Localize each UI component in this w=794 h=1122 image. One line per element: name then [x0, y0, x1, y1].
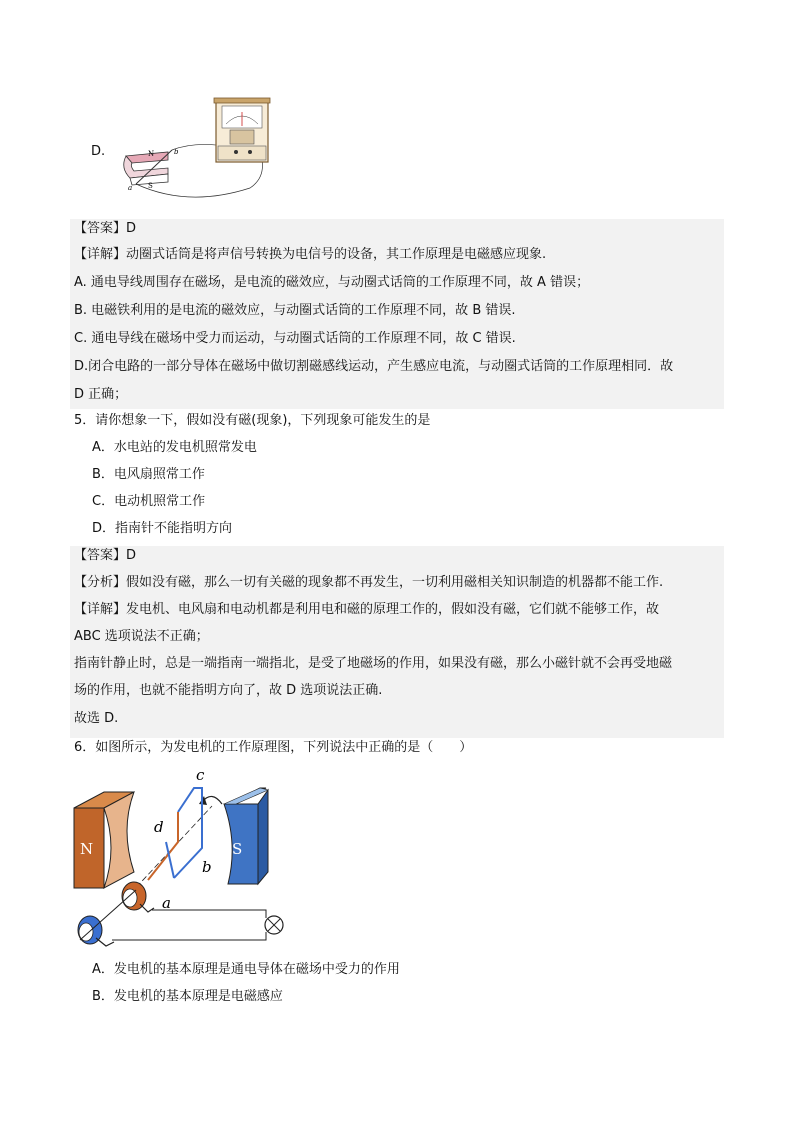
shaft: [80, 890, 136, 940]
magnet-n-pole: [126, 152, 168, 163]
s-magnet-side: [258, 790, 268, 884]
q4-detail-line: C. 通电导线在磁场中受力而运动，与动圈式话筒的工作原理不同，故 C 错误.: [74, 331, 516, 346]
label-a: a: [128, 184, 133, 192]
galvanometer-coil: [230, 130, 254, 144]
q4-detail-line: B. 电磁铁利用的是电流的磁效应，与动圈式话筒的工作原理不同，故 B 错误.: [74, 303, 516, 318]
terminal-right: [248, 150, 252, 154]
q4-answer: 【答案】D: [74, 221, 137, 236]
q5-detail-line: 场的作用，也就不能指明方向了，故 D 选项说法正确.: [74, 683, 383, 698]
label-n: N: [148, 150, 155, 158]
label-n: N: [80, 840, 94, 858]
q6-stem: 6．如图所示，为发电机的工作原理图，下列说法中正确的是（ ）: [74, 740, 473, 755]
label-b: b: [174, 148, 179, 156]
q5-option-d: D．指南针不能指明方向: [92, 521, 233, 536]
q5-option-b: B．电风扇照常工作: [92, 467, 205, 482]
n-magnet-pole-face: [104, 792, 134, 888]
q5-stem: 5．请你想象一下，假如没有磁(现象)，下列现象可能发生的是: [74, 413, 431, 428]
q5-detail-line: 【详解】发电机、电风扇和电动机都是利用电和磁的原理工作的，假如没有磁，它们就不能够工作，故: [74, 602, 660, 617]
galvanometer-top: [214, 98, 270, 103]
label-c: c: [196, 766, 205, 784]
label-s: S: [232, 840, 243, 858]
slip-ring-blue-inner: [79, 923, 93, 941]
q6-option-a: A．发电机的基本原理是通电导体在磁场中受力的作用: [92, 962, 400, 977]
q4-detail-line: D 正确；: [74, 387, 128, 402]
terminal-left: [234, 150, 238, 154]
q5-detail-line: 故选 D.: [74, 711, 119, 726]
q4-detail-line: A. 通电导线周围存在磁场，是电流的磁效应，与动圈式话筒的工作原理不同，故 A 错误；: [74, 275, 590, 290]
label-d: d: [154, 818, 164, 836]
q5-option-a: A．水电站的发电机照常发电: [92, 440, 257, 455]
q5-option-c: C．电动机照常工作: [92, 494, 206, 509]
galvanometer-circuit-figure: [118, 96, 284, 204]
circuit-wire-bottom: [112, 932, 266, 940]
q5-analysis: 【分析】假如没有磁，那么一切有关磁的现象都不再发生，一切利用磁相关知识制造的机器都不能工作.: [74, 575, 664, 590]
q4-detail-line: D.闭合电路的一部分导体在磁场中做切割磁感线运动，产生感应电流，与动圈式话筒的工作原理相同．故: [74, 359, 674, 374]
label-s: S: [148, 182, 153, 190]
galvanometer-base: [218, 146, 266, 160]
option-d-label: D.: [91, 144, 106, 159]
label-a: a: [162, 894, 171, 912]
q5-detail-line: ABC 选项说法不正确；: [74, 629, 209, 644]
label-b: b: [202, 858, 212, 876]
q5-answer: 【答案】D: [74, 548, 137, 563]
slip-ring-orange-inner: [123, 889, 137, 907]
q6-option-b: B．发电机的基本原理是电磁感应: [92, 989, 283, 1004]
q5-detail-line: 指南针静止时，总是一端指南一端指北，是受了地磁场的作用，如果没有磁，那么小磁针就不会再受地磁: [74, 656, 673, 671]
generator-principle-figure: [66, 760, 302, 952]
q4-detail-line: 【详解】动圈式话筒是将声信号转换为电信号的设备，其工作原理是电磁感应现象.: [74, 247, 547, 262]
